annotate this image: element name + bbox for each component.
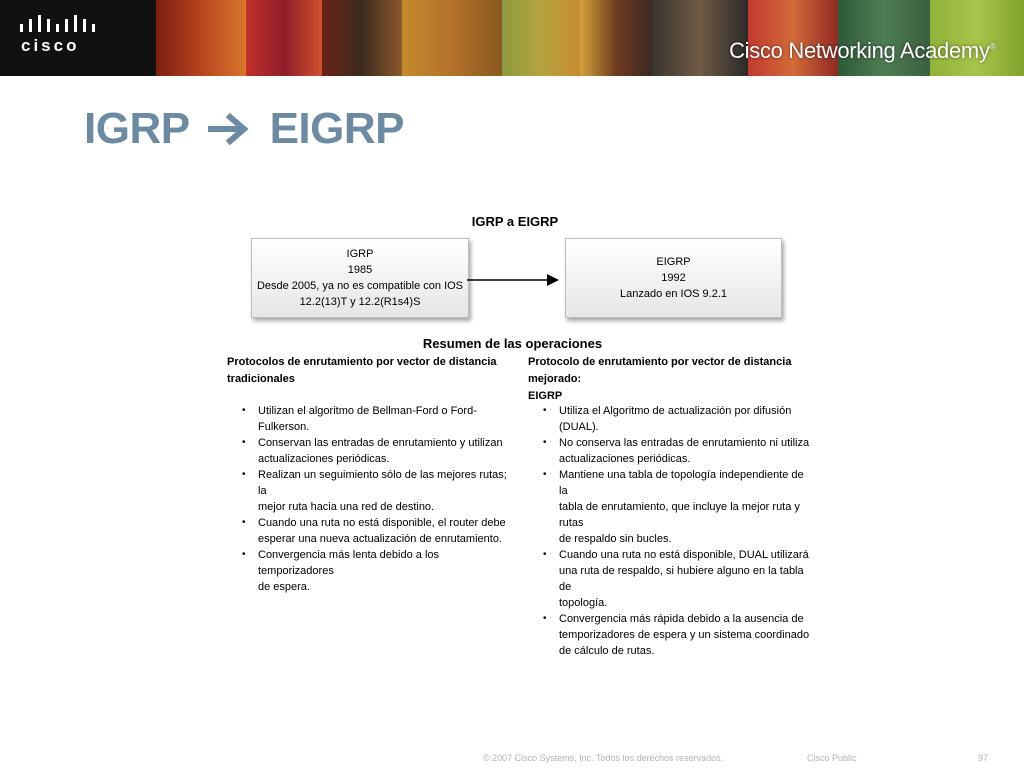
list-item-line: • Utiliza el Algoritmo de actualización por difusión [559, 405, 792, 417]
igrp-box-line: Desde 2005, ya no es compatible con IOS [256, 280, 464, 292]
cisco-bridge-icon [20, 15, 96, 35]
list-item-line: (DUAL). [559, 421, 599, 433]
list-item [543, 467, 813, 547]
banner-photo-strip-3 [322, 0, 402, 76]
banner-photo-strip-1 [156, 0, 246, 76]
slide-title-left: IGRP [84, 104, 190, 153]
figure-heading: IGRP a EIGRP [471, 214, 559, 229]
list-item-line: una ruta de respaldo, si hubiere alguno en la tabla de [559, 565, 804, 593]
right-column-heading-line: EIGRP [528, 390, 563, 402]
cisco-logo [0, 0, 156, 76]
footer-copyright: © 2007 Cisco Systems, Inc. Todos los derechos reservados. [483, 753, 724, 763]
transition-arrow-icon [467, 272, 565, 288]
left-column-heading [227, 354, 507, 388]
left-column-heading-line: tradicionales [227, 373, 295, 385]
list-item-line: • Utilizan el algoritmo de Bellman-Ford o Ford- [258, 405, 477, 417]
list-item [543, 611, 813, 659]
list-item-line: topología. [559, 597, 608, 609]
list-item-line: esperar una nueva actualización de enrutamiento. [258, 533, 502, 545]
slide-title [84, 104, 404, 154]
footer-classification: Cisco Public [807, 753, 857, 763]
list-item-line: • Convergencia más rápida debido a la ausencia de [559, 613, 804, 625]
list-item-line: actualizaciones periódicas. [559, 453, 691, 465]
banner-photo-strip-4 [402, 0, 502, 76]
list-item-line: • Realizan un seguimiento sólo de las mejores rutas; la [258, 469, 507, 497]
footer-page-number: 97 [978, 753, 989, 763]
eigrp-box-line: 1992 [661, 272, 686, 284]
academy-mark: ® [989, 41, 996, 52]
right-column-heading-line: Protocolo de enrutamiento por vector de distancia mejorado: [528, 356, 792, 385]
list-item [242, 467, 510, 515]
list-item-line: de respaldo sin bucles. [559, 533, 672, 545]
banner-photo-strip-5 [502, 0, 580, 76]
list-item [242, 515, 510, 547]
banner-photo-strip-6 [580, 0, 652, 76]
list-item [543, 547, 813, 611]
eigrp-box-line: EIGRP [656, 256, 691, 268]
igrp-box-line: 1985 [347, 264, 373, 276]
list-item-line: • Cuando una ruta no está disponible, DUAL utilizará [559, 549, 809, 561]
igrp-box-line: IGRP [346, 248, 374, 260]
cisco-wordmark: cisco [21, 36, 80, 55]
header-banner [0, 0, 1024, 76]
list-item-line: Fulkerson. [258, 421, 310, 433]
list-item [242, 547, 510, 595]
academy-name-text: Cisco Networking Academy [729, 38, 990, 63]
list-item-line: temporizadores de espera y un sistema coordinado [559, 629, 810, 641]
left-bullet-list [242, 403, 510, 595]
list-item-line: • No conserva las entradas de enrutamiento ni utiliza [559, 437, 810, 449]
banner-photo-strip-2 [246, 0, 322, 76]
list-item [543, 435, 813, 467]
eigrp-box-line: Lanzado en IOS 9.2.1 [619, 288, 728, 300]
list-item [242, 403, 510, 435]
right-arrow-icon [208, 112, 252, 146]
list-item-line: de espera. [258, 581, 310, 593]
left-column-heading-line: Protocolos de enrutamiento por vector de distancia [227, 356, 497, 368]
list-item-line: • Conservan las entradas de enrutamiento y utilizan [258, 437, 503, 449]
list-item-line: tabla de enrutamiento, que incluye la mejor ruta y rutas [559, 501, 800, 529]
right-bullet-list [543, 403, 813, 659]
list-item-line: de cálculo de rutas. [559, 645, 655, 657]
list-item-line: actualizaciones periódicas. [258, 453, 390, 465]
right-column-heading [528, 354, 813, 405]
list-item-line: • Convergencia más lenta debido a los temporizadores [258, 549, 440, 577]
list-item-line: mejor ruta hacia una red de destino. [258, 501, 435, 513]
igrp-box [251, 238, 469, 318]
list-item-line: • Cuando una ruta no está disponible, el router debe [258, 517, 506, 529]
list-item-line: • Mantiene una tabla de topología independiente de la [559, 469, 804, 497]
summary-heading: Resumen de las operaciones [422, 336, 603, 351]
igrp-box-line: 12.2(13)T y 12.2(R1s4)S [299, 296, 421, 308]
slide-title-right: EIGRP [269, 104, 404, 153]
list-item [242, 435, 510, 467]
list-item [543, 403, 813, 435]
eigrp-box [565, 238, 782, 318]
academy-name [729, 38, 996, 64]
